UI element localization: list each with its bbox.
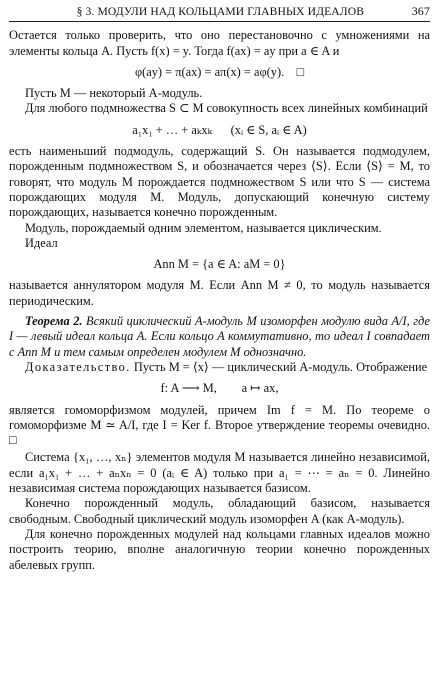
theorem-body: Всякий циклический A-модуль M изоморфен модулю вида A/I, где I — левый идеал кольца A. Если кольцо A коммутативно, то идеал I совпадает с Ann M и тем самым определен модулем M однозначно. — [9, 314, 430, 359]
formula-ann: Ann M = {a ∈ A: aM = 0} — [153, 257, 286, 272]
proof-label: Доказательство. — [25, 359, 131, 374]
paragraph-11: Для конечно порожденных модулей над кольцами главных идеалов можно построить теорию, вполне аналогичную теории конечно порожденных абелевых групп. — [9, 526, 430, 572]
paragraph-6: Идеал — [25, 235, 58, 250]
section-title: § 3. МОДУЛИ НАД КОЛЬЦАМИ ГЛАВНЫХ ИДЕАЛОВ — [76, 5, 365, 18]
formula-linear-combination: a₁x₁ + … + aₖxₖ (xᵢ ∈ S, aᵢ ∈ A) — [132, 122, 307, 137]
formula-map: f: A ⟶ M, a ↦ ax, — [160, 381, 279, 396]
paragraph-8: является гомоморфизмом модулей, причем Im f = M. По теореме о гомоморфизме M ≃ A/I, где I = Ker f. Второе утверждение теоремы очевидно. □ — [9, 402, 430, 448]
theorem-title: Теорема 2. — [25, 314, 83, 329]
proof-text: Пусть M = ⟨x⟩ — циклический A-модуль. Отображение — [133, 359, 428, 374]
paragraph-1: Остается только проверить, что оно перестановочно с умножениями на элементы кольца A. Пусть f(x) = y. Тогда f(ax) = ay при a ∈ A и — [9, 28, 430, 58]
running-header — [9, 4, 430, 22]
formula-phi: φ(ay) = π(ax) = aπ(x) = aφ(y). □ — [134, 64, 305, 79]
paragraph-2: Пусть M — некоторый A-модуль. — [25, 86, 203, 101]
paragraph-7: называется аннулятором модуля M. Если Ann M ≠ 0, то модуль называется периодическим. — [9, 278, 430, 308]
theorem-2 — [9, 314, 430, 360]
paragraph-3: Для любого подмножества S ⊂ M совокупность всех линейных комбинаций — [25, 101, 428, 116]
proof-paragraph — [9, 360, 430, 375]
page-number: 367 — [411, 4, 430, 18]
paragraph-10: Конечно порожденный модуль, обладающий базисом, называется свободным. Свободный циклический модуль изоморфен A (как A-модуль). — [9, 496, 430, 526]
paragraph-9: Система {x₁, …, xₙ} элементов модуля M называется линейно независимой, если a₁x₁ + … + aₙxₙ = 0 (aᵢ ∈ A) только при a₁ = ⋯ = aₙ = 0. Линейно независимая система порождающих называется базисом. — [9, 450, 430, 496]
paragraph-4: есть наименьший подмодуль, содержащий S. Он называется подмодулем, порожденным подмножеством S, и обозначается через ⟨S⟩. Если ⟨S⟩ = M, то говорят, что модуль M порождается подмножеством S или что S — система порождающих модуля M. Модуль, допускающий конечную систему порождающих, называется конечно порожденным. — [9, 144, 430, 220]
paragraph-5: Модуль, порождаемый одним элементом, называется циклическим. — [25, 220, 382, 235]
